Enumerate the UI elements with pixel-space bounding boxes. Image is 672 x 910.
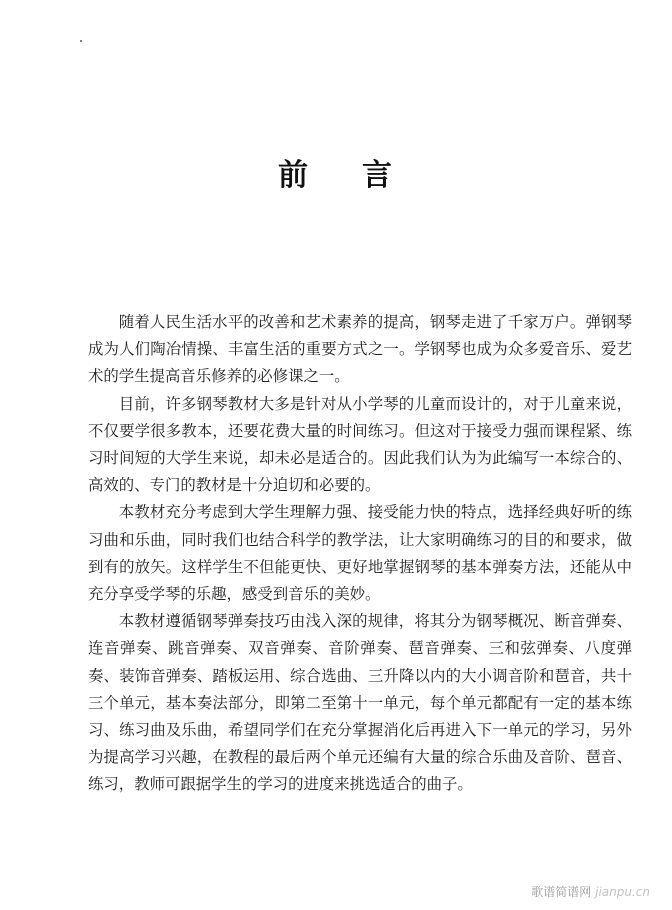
page-title: [0, 150, 672, 194]
paragraph-1: 随着人民生活水平的改善和艺术素养的提高，钢琴走进了千家万户。弹钢琴成为人们陶冶情操、丰富生活的重要方式之一。学钢琴也成为众多爱音乐、爱艺术的学生提高音乐修养的必修课之一。: [88, 313, 632, 386]
paragraph-3: 本教材充分考虑到大学生理解力强、接受能力快的特点，选择经典好听的练习曲和乐曲，同时我们也结合科学的教学法，让大家明确练习的目的和要求，做到有的放矢。这样学生不但能更快、更好地掌握钢琴的基本弹奏方法，还能从中充分享受学琴的乐趣，感受到音乐的美妙。: [88, 503, 632, 604]
paragraph-2: 目前，许多钢琴教材大多是针对从小学琴的儿童而设计的，对于儿童来说，不仅要学很多教本，还要花费大量的时间练习。但这对于接受力强而课程紧、练习时间短的大学生来说，却未必是适合的。因此我们认为为此编写一本综合的、高效的、专门的教材是十分迫切和必要的。: [88, 394, 632, 495]
preface-body: [88, 309, 632, 799]
site-watermark: [531, 883, 650, 900]
watermark-latin: jianpu.cn: [595, 885, 650, 899]
title-char-2: 言: [362, 158, 394, 193]
paragraph-4: 本教材遵循钢琴弹奏技巧由浅入深的规律，将其分为钢琴概况、断音弹奏、连音弹奏、跳音弹奏、双音弹奏、音阶弹奏、琶音弹奏、三和弦弹奏、八度弹奏、装饰音弹奏、踏板运用、综合选曲、三升降以内的大小调音阶和琶音，共十三个单元，基本奏法部分，即第二至第十一单元，每个单元都配有一定的基本练习、练习曲及乐曲，希望同学们在充分掌握消化后再进入下一单元的学习，另外为提高学习兴趣，在教程的最后两个单元还编有大量的综合乐曲及音阶、琶音、练习，教师可跟据学生的学习的进度来挑选适合的曲子。: [88, 612, 632, 794]
title-char-1: 前: [278, 158, 310, 193]
scan-speck: [80, 40, 82, 42]
watermark-cn: 歌谱简谱网: [531, 885, 592, 899]
